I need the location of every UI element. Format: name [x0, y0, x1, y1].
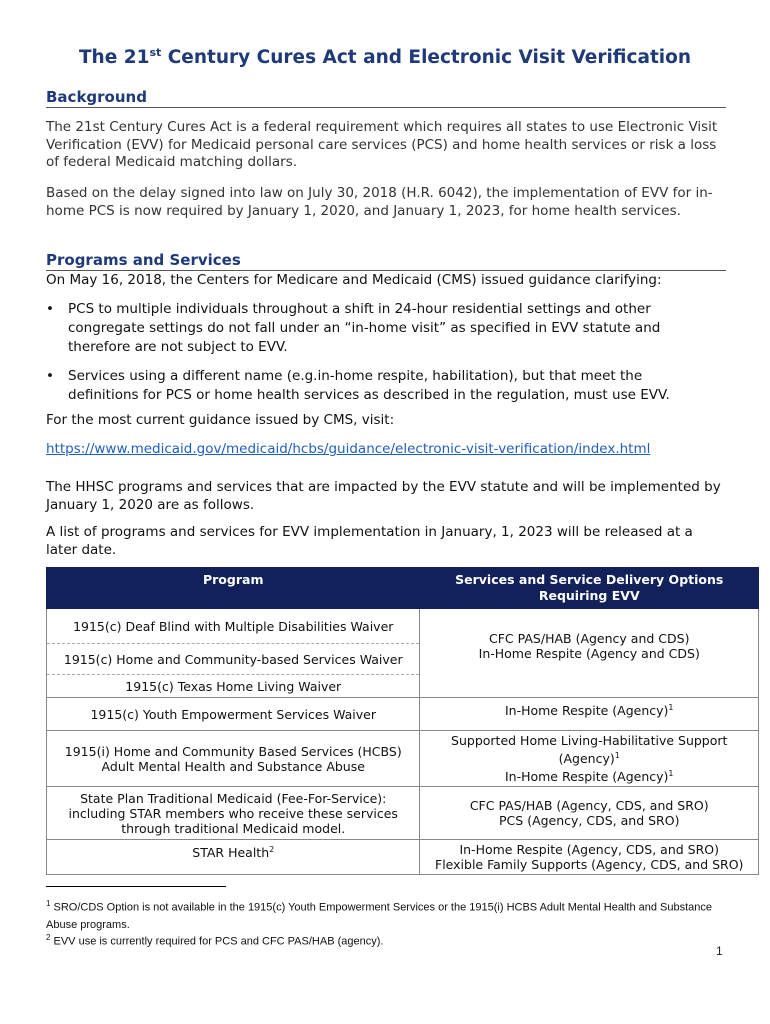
service-line: CFC PAS/HAB (Agency, CDS, and SRO)	[469, 798, 709, 814]
programs-intro: On May 16, 2018, the Centers for Medicare and Medicaid (CMS) issued guidance clarifying:	[46, 272, 662, 288]
programs-table	[46, 567, 759, 875]
service-line: In-Home Respite (Agency)	[504, 703, 669, 719]
release-later-text: A list of programs and services for EVV implementation in January, 1, 2023 will be released at a later date.	[46, 524, 693, 558]
program-column-header: Program	[47, 568, 420, 609]
service-line: PCS (Agency, CDS, and SRO)	[499, 813, 680, 829]
services-cell	[420, 787, 759, 840]
services-cell	[420, 840, 759, 875]
table-row	[47, 840, 759, 875]
footnote-divider	[46, 886, 226, 887]
program-cell: 1915(i) Home and Community Based Services (HCBS) Adult Mental Health and Substance Abuse	[47, 731, 420, 787]
table-row	[47, 609, 759, 644]
service-line: In-Home Respite (Agency, CDS, and SRO)	[459, 842, 720, 858]
bullet-dot: •	[46, 368, 54, 384]
footnote-2: $^2$ EVV use is currently required for PCS and CFC PAS/HAB (agency).	[46, 933, 384, 948]
service-line: CFC PAS/HAB (Agency and CDS)	[489, 631, 690, 646]
footnote-ref: 1	[614, 751, 620, 760]
current-guidance-text: For the most current guidance issued by CMS, visit:	[46, 412, 395, 428]
page-number: 1	[716, 944, 723, 958]
program-cell: State Plan Traditional Medicaid (Fee-For-Service): including STAR members who receive these services through traditional Medicaid model.	[47, 787, 420, 840]
programs-heading: Programs and Services	[46, 251, 726, 271]
footnote-ref: 1	[668, 703, 674, 712]
services-cell	[420, 731, 759, 787]
background-paragraph-2: Based on the delay signed into law on July 30, 2018 (H.R. 6042), the implementation of EVV for in-home PCS is now required by January 1, 2020, and January 1, 2023, for home health services.	[46, 185, 713, 219]
services-cell	[420, 609, 759, 698]
background-paragraph-1: The 21st Century Cures Act is a federal requirement which requires all states to use Electronic Visit Verification (EVV) for Medicaid personal care services (PCS) and home health services or risk a loss of federal Medicaid matching dollars.	[46, 119, 718, 170]
cms-guidance-link-container	[46, 441, 726, 459]
program-cell: 1915(c) Deaf Blind with Multiple Disabilities Waiver	[47, 609, 420, 644]
program-cell: STAR Health$^2$	[47, 840, 420, 875]
bullet-dot: •	[46, 301, 54, 317]
footnote-ref: 2	[269, 845, 275, 855]
table-row	[47, 787, 759, 840]
table-row	[47, 698, 759, 731]
table-header-row	[47, 568, 759, 609]
service-line: Supported Home Living-Habilitative Support (Agency)$^1$	[451, 733, 728, 767]
footnote-1: $^1$ SRO/CDS Option is not available in the 1915(c) Youth Empowerment Services or the 1915(i) HCBS Adult Mental Health and Substance Abuse programs.	[46, 899, 713, 931]
table-row	[47, 731, 759, 787]
services-cell	[420, 698, 759, 731]
services-column-header: Services and Service Delivery Options Requiring EVV	[420, 568, 759, 609]
service-line: In-Home Respite (Agency)$^1$	[504, 769, 674, 785]
bullet-text: Services using a different name (e.g.in-home respite, habilitation), but that meet the definitions for PCS or home health services as described in the regulation, must use EVV.	[68, 368, 670, 403]
background-heading: Background	[46, 88, 726, 108]
service-line: Flexible Family Supports (Agency, CDS, and SRO)	[435, 857, 744, 873]
bullet-text: PCS to multiple individuals throughout a shift in 24-hour residential settings and other congregate settings do not fall under an “in-home visit” as specified in EVV statute and therefore are not subject to EVV.	[68, 301, 661, 355]
program-cell: 1915(c) Youth Empowerment Services Waiver	[47, 698, 420, 731]
impacted-programs-text: The HHSC programs and services that are impacted by the EVV statute and will be implemented by January 1, 2020 are as follows.	[46, 479, 721, 513]
footnote-ref: 1	[668, 769, 674, 779]
service-line: In-Home Respite (Agency and CDS)	[478, 646, 700, 661]
page-title: The 21st Century Cures Act and Electronic Visit Verification	[78, 46, 692, 69]
cms-guidance-link[interactable]: https://www.medicaid.gov/medicaid/hcbs/guidance/electronic-visit-verification/index.html	[46, 441, 651, 457]
program-cell: 1915(c) Texas Home Living Waiver	[47, 675, 420, 698]
program-cell: 1915(c) Home and Community-based Services Waiver	[47, 644, 420, 675]
